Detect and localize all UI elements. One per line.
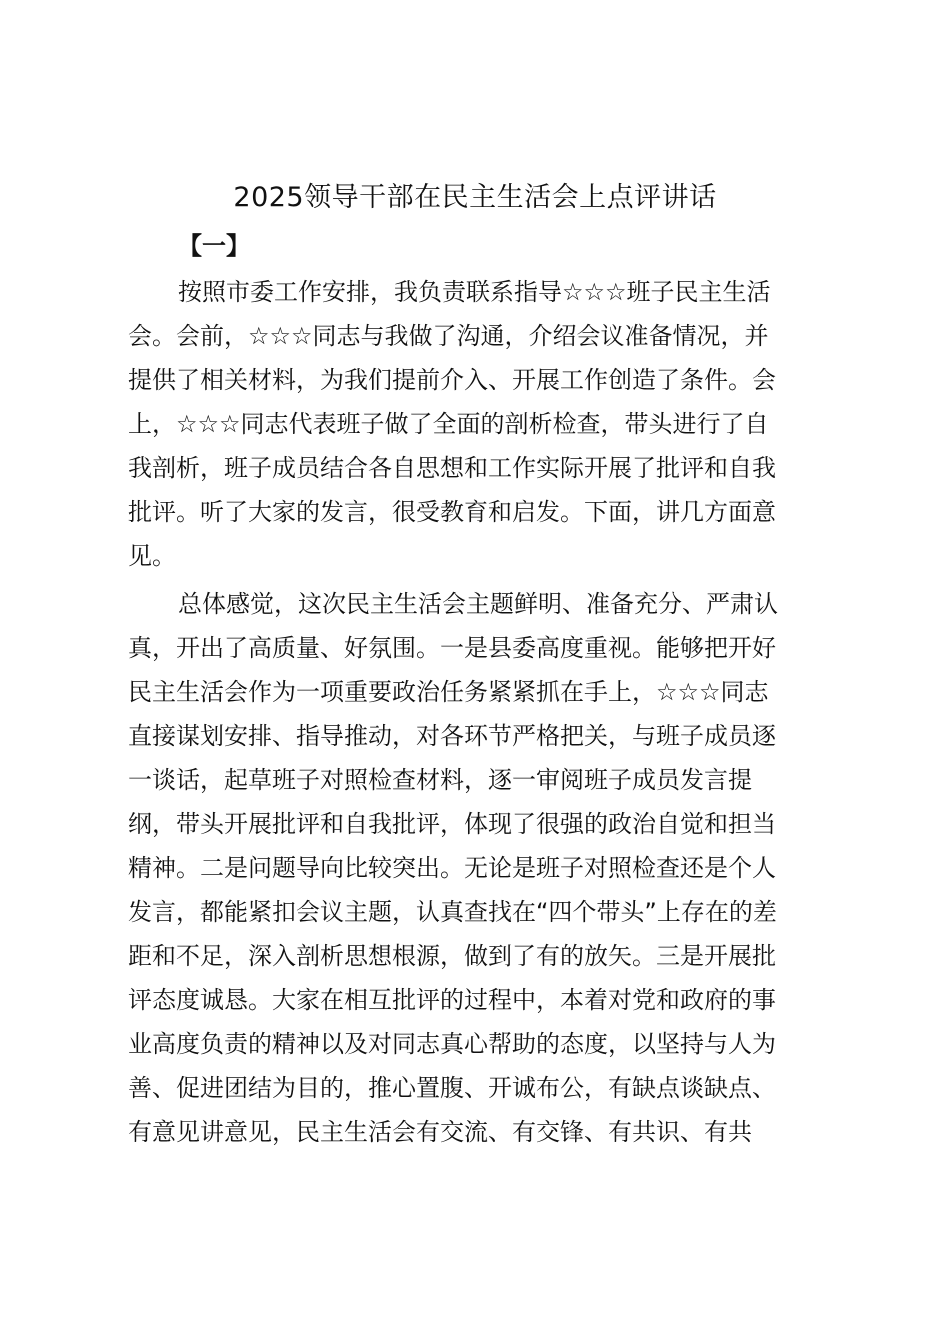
paragraph-line: 距和不足，深入剖析思想根源，做到了有的放矢。三是开展批 [128, 942, 776, 970]
document-title: 2025领导干部在民主生活会上点评讲话 [233, 182, 717, 213]
paragraph-line: 业高度负责的精神以及对同志真心帮助的态度，以坚持与人为 [128, 1030, 776, 1058]
paragraph-line: 一谈话，起草班子对照检查材料，逐一审阅班子成员发言提 [128, 766, 752, 794]
paragraph-line: 发言，都能紧扣会议主题，认真查找在“四个带头”上存在的差 [128, 898, 777, 926]
paragraph-line: 见。 [128, 542, 176, 570]
paragraph-line: 批评。听了大家的发言，很受教育和启发。下面，讲几方面意 [128, 498, 776, 526]
paragraph-line: 我剖析，班子成员结合各自思想和工作实际开展了批评和自我 [128, 454, 776, 482]
paragraph-line: 评态度诚恳。大家在相互批评的过程中，本着对党和政府的事 [128, 986, 776, 1014]
paragraph-2 [128, 582, 824, 1154]
paragraph-line: 纲，带头开展批评和自我批评，体现了很强的政治自觉和担当 [128, 810, 776, 838]
paragraph-line: 总体感觉，这次民主生活会主题鲜明、准备充分、严肃认 [178, 590, 778, 618]
paragraph-line: 会。会前，☆☆☆同志与我做了沟通，介绍会议准备情况，并 [128, 322, 769, 350]
paragraph-line: 上，☆☆☆同志代表班子做了全面的剖析检查，带头进行了自 [128, 410, 769, 438]
paragraph-line: 有意见讲意见，民主生活会有交流、有交锋、有共识、有共 [128, 1118, 752, 1146]
paragraph-line: 直接谋划安排、指导推动，对各环节严格把关，与班子成员逐 [128, 722, 776, 750]
paragraph-1 [128, 270, 824, 578]
paragraph-line: 善、促进团结为目的，推心置腹、开诚布公，有缺点谈缺点、 [128, 1074, 776, 1102]
section-heading: 【一】 [178, 232, 250, 260]
paragraph-line: 按照市委工作安排，我负责联系指导☆☆☆班子民主生活 [178, 278, 771, 306]
paragraph-line: 真，开出了高质量、好氛围。一是县委高度重视。能够把开好 [128, 634, 776, 662]
paragraph-line: 民主生活会作为一项重要政治任务紧紧抓在手上，☆☆☆同志 [128, 678, 769, 706]
document-body [128, 270, 824, 1154]
paragraph-line: 提供了相关材料，为我们提前介入、开展工作创造了条件。会 [128, 366, 776, 394]
paragraph-line: 精神。二是问题导向比较突出。无论是班子对照检查还是个人 [128, 854, 776, 882]
